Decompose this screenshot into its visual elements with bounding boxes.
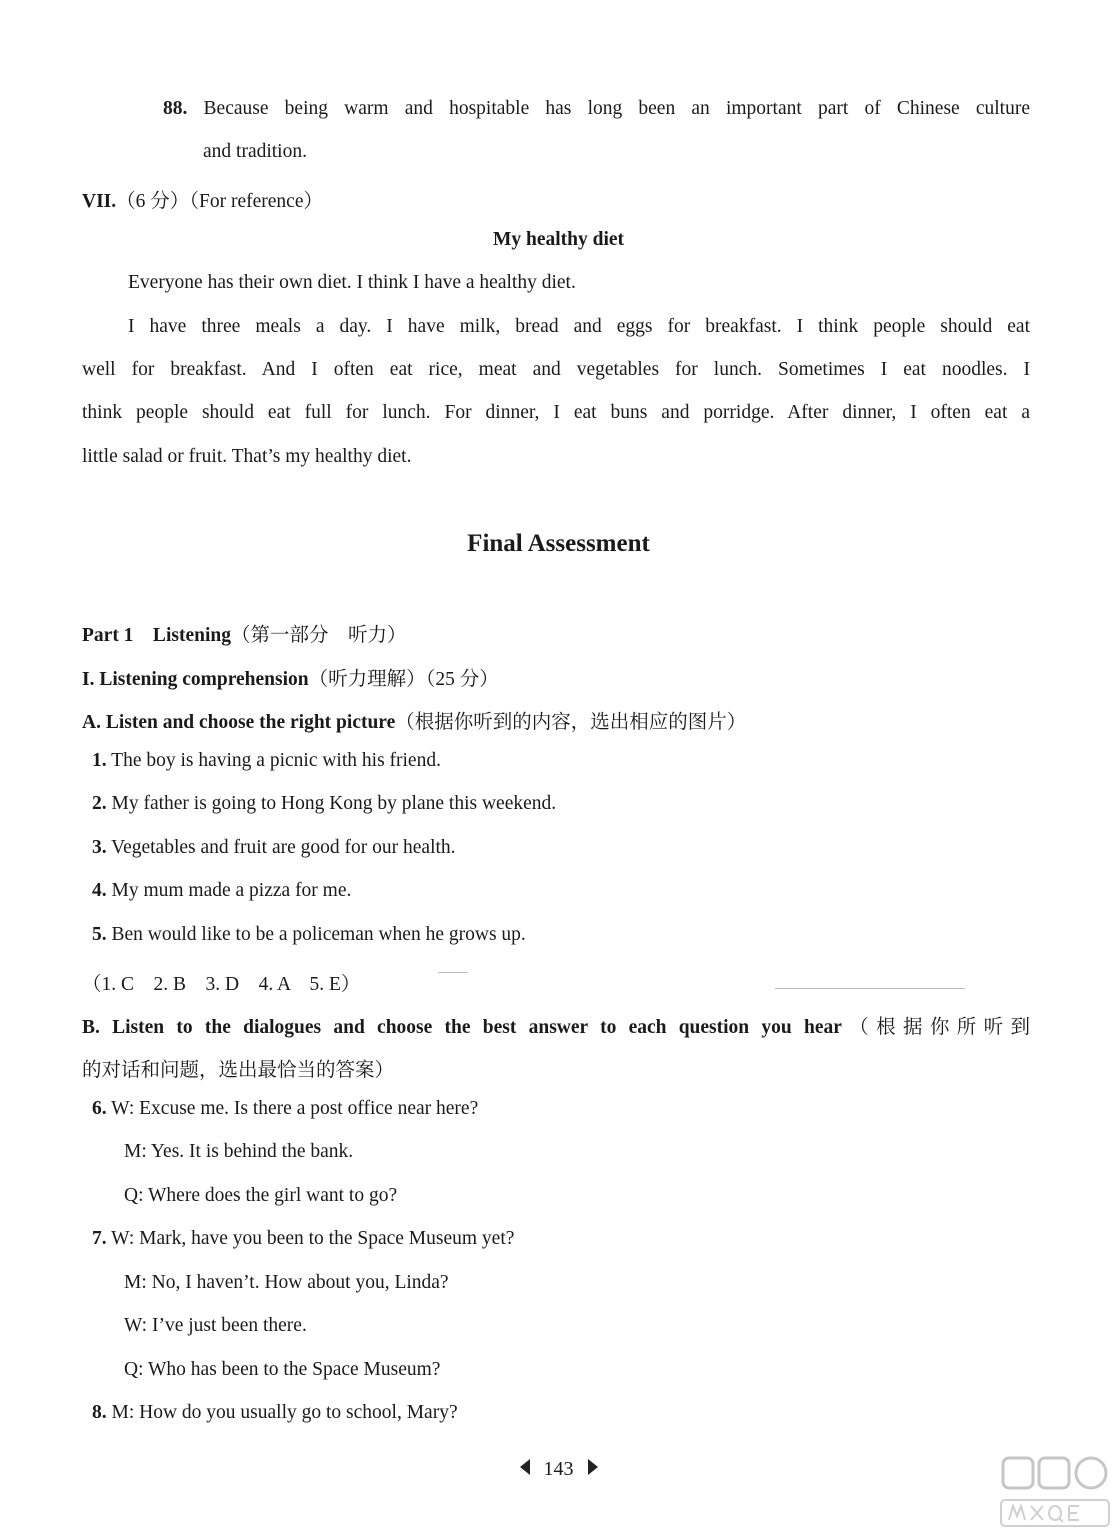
essay-line: well for breakfast. And I often eat rice, meat and vegetables for lunch. Sometimes I eat noodles. I: [82, 359, 1030, 380]
list-item: [92, 793, 556, 815]
list-item: [92, 837, 456, 859]
item-88: [163, 98, 1030, 120]
item-text: My mum made a pizza for me.: [111, 880, 352, 901]
essay-title: My healthy diet: [492, 229, 625, 250]
item-number: 7.: [92, 1228, 107, 1249]
essay-line: little salad or fruit. That’s my healthy diet.: [82, 446, 412, 467]
right-triangle-icon: [587, 1458, 599, 1482]
section-vii-heading: [82, 185, 323, 213]
section-note: （6 分）（For reference）: [116, 191, 323, 212]
faint-rule: [438, 972, 468, 973]
item-text-line: and tradition.: [203, 141, 307, 162]
page-number-text: 143: [543, 1458, 574, 1480]
essay-line: I have three meals a day. I have milk, bread and eggs for breakfast. I think people should eat: [128, 316, 1030, 337]
dialogue-line: [92, 1098, 478, 1120]
dialogue-text: W: Mark, have you been to the Space Museum yet?: [111, 1228, 515, 1249]
answers-line: （1. C 2. B 3. D 4. A 5. E）: [82, 974, 361, 995]
subsection-b-heading: [82, 1011, 1030, 1039]
dialogue-line: W: I’ve just been there.: [124, 1315, 307, 1336]
dialogue-line: [92, 1228, 514, 1250]
section-title: Final Assessment: [467, 530, 650, 557]
dialogue-text: W: Excuse me. Is there a post office near here?: [111, 1098, 479, 1119]
watermark-logo: [999, 1454, 1111, 1532]
essay-paragraph: Everyone has their own diet. I think I have a healthy diet.: [128, 272, 576, 293]
list-item: [92, 924, 526, 946]
list-item: [92, 880, 351, 902]
subsection-heading-en: I. Listening comprehension: [82, 669, 309, 690]
dialogue-line: [92, 1402, 458, 1424]
part-heading-cn: （第一部分 听力）: [230, 625, 407, 646]
faint-rule: [775, 988, 965, 989]
subsection-b-cn-cont: 的对话和问题，选出最恰当的答案）: [82, 1060, 395, 1081]
left-triangle-icon: [519, 1458, 531, 1482]
dialogue-line: M: No, I haven’t. How about you, Linda?: [124, 1272, 449, 1293]
subsection-heading-cn: （听力理解）（25 分）: [308, 669, 499, 690]
item-number: 5.: [92, 924, 107, 945]
item-number: 3.: [92, 837, 107, 858]
dialogue-line: Q: Who has been to the Space Museum?: [124, 1359, 441, 1380]
dialogue-text: M: How do you usually go to school, Mary?: [111, 1402, 458, 1423]
part-heading-en: Part 1 Listening: [82, 625, 231, 646]
item-text: The boy is having a picnic with his friend.: [111, 750, 441, 771]
item-number: 6.: [92, 1098, 107, 1119]
item-text: My father is going to Hong Kong by plane this weekend.: [111, 793, 557, 814]
item-text: Ben would like to be a policeman when he grows up.: [111, 924, 526, 945]
subsection-heading: [82, 663, 499, 691]
subsection-a-en: A. Listen and choose the right picture: [82, 712, 396, 733]
item-number: 1.: [92, 750, 107, 771]
item-number: 88.: [163, 98, 188, 119]
subsection-a-cn: （根据你听到的内容，选出相应的图片）: [395, 712, 747, 733]
dialogue-line: M: Yes. It is behind the bank.: [124, 1141, 354, 1162]
essay-line: think people should eat full for lunch. For dinner, I eat buns and porridge. After dinner, I often eat a: [82, 402, 1030, 423]
dialogue-line: Q: Where does the girl want to go?: [124, 1185, 398, 1206]
section-number: VII.: [82, 191, 117, 212]
subsection-b-cn: （根据你所听到: [841, 1017, 1030, 1038]
item-text: Vegetables and fruit are good for our health.: [111, 837, 456, 858]
item-text-line: Because being warm and hospitable has long been an important part of Chinese culture: [203, 98, 1030, 119]
item-number: 8.: [92, 1402, 107, 1423]
part-heading: [82, 619, 406, 647]
subsection-b-en: B. Listen to the dialogues and choose the best answer to each question you hear: [82, 1017, 842, 1038]
list-item: [92, 750, 441, 772]
item-number: 4.: [92, 880, 107, 901]
page-number: [0, 1458, 1117, 1482]
item-number: 2.: [92, 793, 107, 814]
subsection-a-heading: [82, 706, 746, 734]
